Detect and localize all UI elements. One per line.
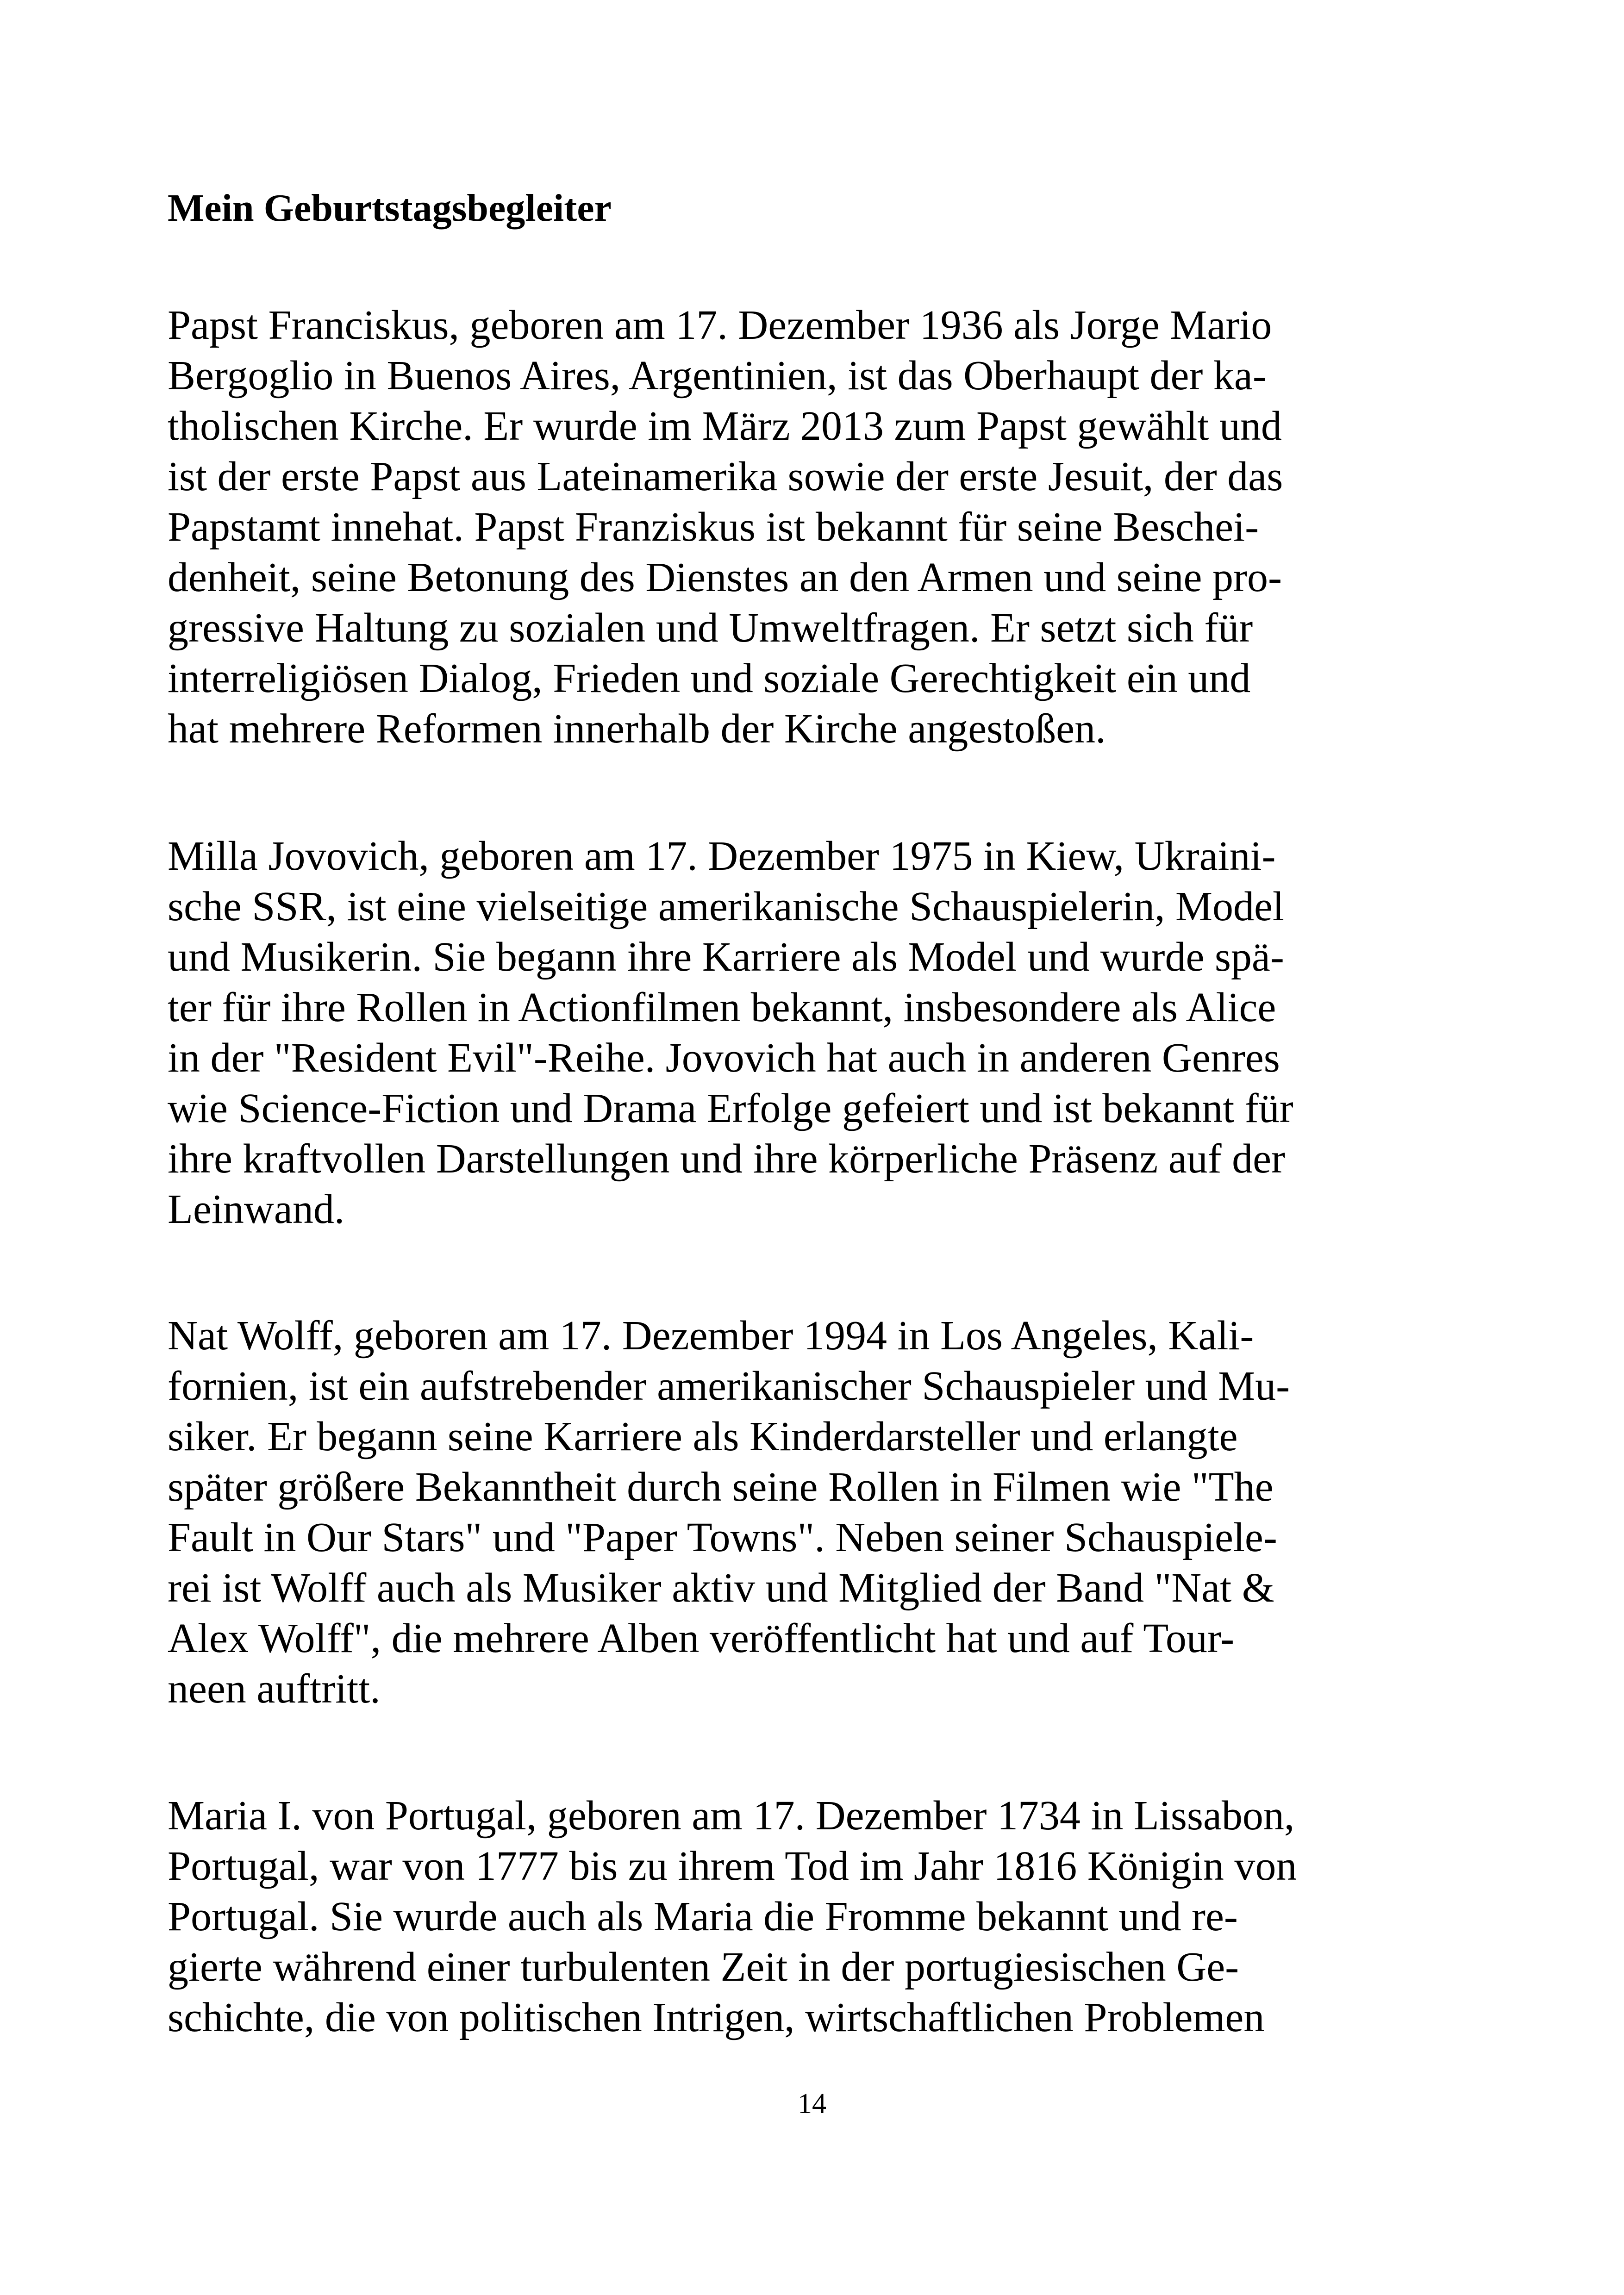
text-line: später größere Bekanntheit durch seine Rollen in Filmen wie "The xyxy=(168,1464,1274,1510)
paragraph-nat-wolff xyxy=(168,1310,1290,1714)
text-line: ist der erste Papst aus Lateinamerika sowie der erste Jesuit, der das xyxy=(168,454,1283,499)
text-line: Milla Jovovich, geboren am 17. Dezember 1975 in Kiew, Ukraini- xyxy=(168,833,1276,879)
text-line: gressive Haltung zu sozialen und Umweltfragen. Er setzt sich für xyxy=(168,605,1253,651)
page-title: Mein Geburtstagsbegleiter xyxy=(168,187,612,230)
paragraph-maria-of-portugal xyxy=(168,1790,1297,2043)
text-line: denheit, seine Betonung des Dienstes an den Armen und seine pro- xyxy=(168,555,1282,600)
text-line: ter für ihre Rollen in Actionfilmen bekannt, insbesondere als Alice xyxy=(168,985,1276,1030)
text-line: Portugal. Sie wurde auch als Maria die Fromme bekannt und re- xyxy=(168,1894,1238,1940)
text-line: Nat Wolff, geboren am 17. Dezember 1994 in Los Angeles, Kali- xyxy=(168,1313,1254,1359)
text-line: schichte, die von politischen Intrigen, wirtschaftlichen Problemen xyxy=(168,1995,1265,2040)
text-line: Bergoglio in Buenos Aires, Argentinien, ist das Oberhaupt der ka- xyxy=(168,353,1267,399)
text-line: Papst Franciskus, geboren am 17. Dezember 1936 als Jorge Mario xyxy=(168,302,1272,348)
text-line: sche SSR, ist eine vielseitige amerikanische Schauspielerin, Model xyxy=(168,884,1284,929)
paragraph-pope-francis xyxy=(168,300,1283,754)
text-line: neen auftritt. xyxy=(168,1666,381,1712)
text-line: siker. Er begann seine Karriere als Kinderdarsteller und erlangte xyxy=(168,1414,1238,1459)
text-line: gierte während einer turbulenten Zeit in der portugiesischen Ge- xyxy=(168,1944,1239,1990)
text-line: Papstamt innehat. Papst Franziskus ist bekannt für seine Beschei- xyxy=(168,504,1259,550)
text-line: Maria I. von Portugal, geboren am 17. Dezember 1734 in Lissabon, xyxy=(168,1793,1295,1839)
text-line: Alex Wolff", die mehrere Alben veröffentlicht hat und auf Tour- xyxy=(168,1615,1235,1661)
text-line: wie Science-Fiction und Drama Erfolge gefeiert und ist bekannt für xyxy=(168,1085,1293,1131)
text-line: in der "Resident Evil"-Reihe. Jovovich hat auch in anderen Genres xyxy=(168,1035,1280,1081)
text-line: interreligiösen Dialog, Frieden und soziale Gerechtigkeit ein und xyxy=(168,655,1251,701)
text-line: ihre kraftvollen Darstellungen und ihre körperliche Präsenz auf der xyxy=(168,1136,1286,1182)
paragraph-milla-jovovich xyxy=(168,831,1293,1235)
text-line: Fault in Our Stars" und "Paper Towns". Neben seiner Schauspiele- xyxy=(168,1515,1277,1560)
text-line: tholischen Kirche. Er wurde im März 2013 zum Papst gewählt und xyxy=(168,403,1282,449)
text-line: Leinwand. xyxy=(168,1186,345,1232)
text-line: und Musikerin. Sie begann ihre Karriere als Model und wurde spä- xyxy=(168,934,1284,980)
text-line: hat mehrere Reformen innerhalb der Kirche angestoßen. xyxy=(168,706,1106,752)
text-line: Portugal, war von 1777 bis zu ihrem Tod im Jahr 1816 Königin von xyxy=(168,1843,1297,1889)
text-line: rei ist Wolff auch als Musiker aktiv und Mitglied der Band "Nat & xyxy=(168,1565,1274,1611)
text-line: fornien, ist ein aufstrebender amerikanischer Schauspieler und Mu- xyxy=(168,1363,1290,1409)
page-number: 14 xyxy=(798,2088,826,2120)
